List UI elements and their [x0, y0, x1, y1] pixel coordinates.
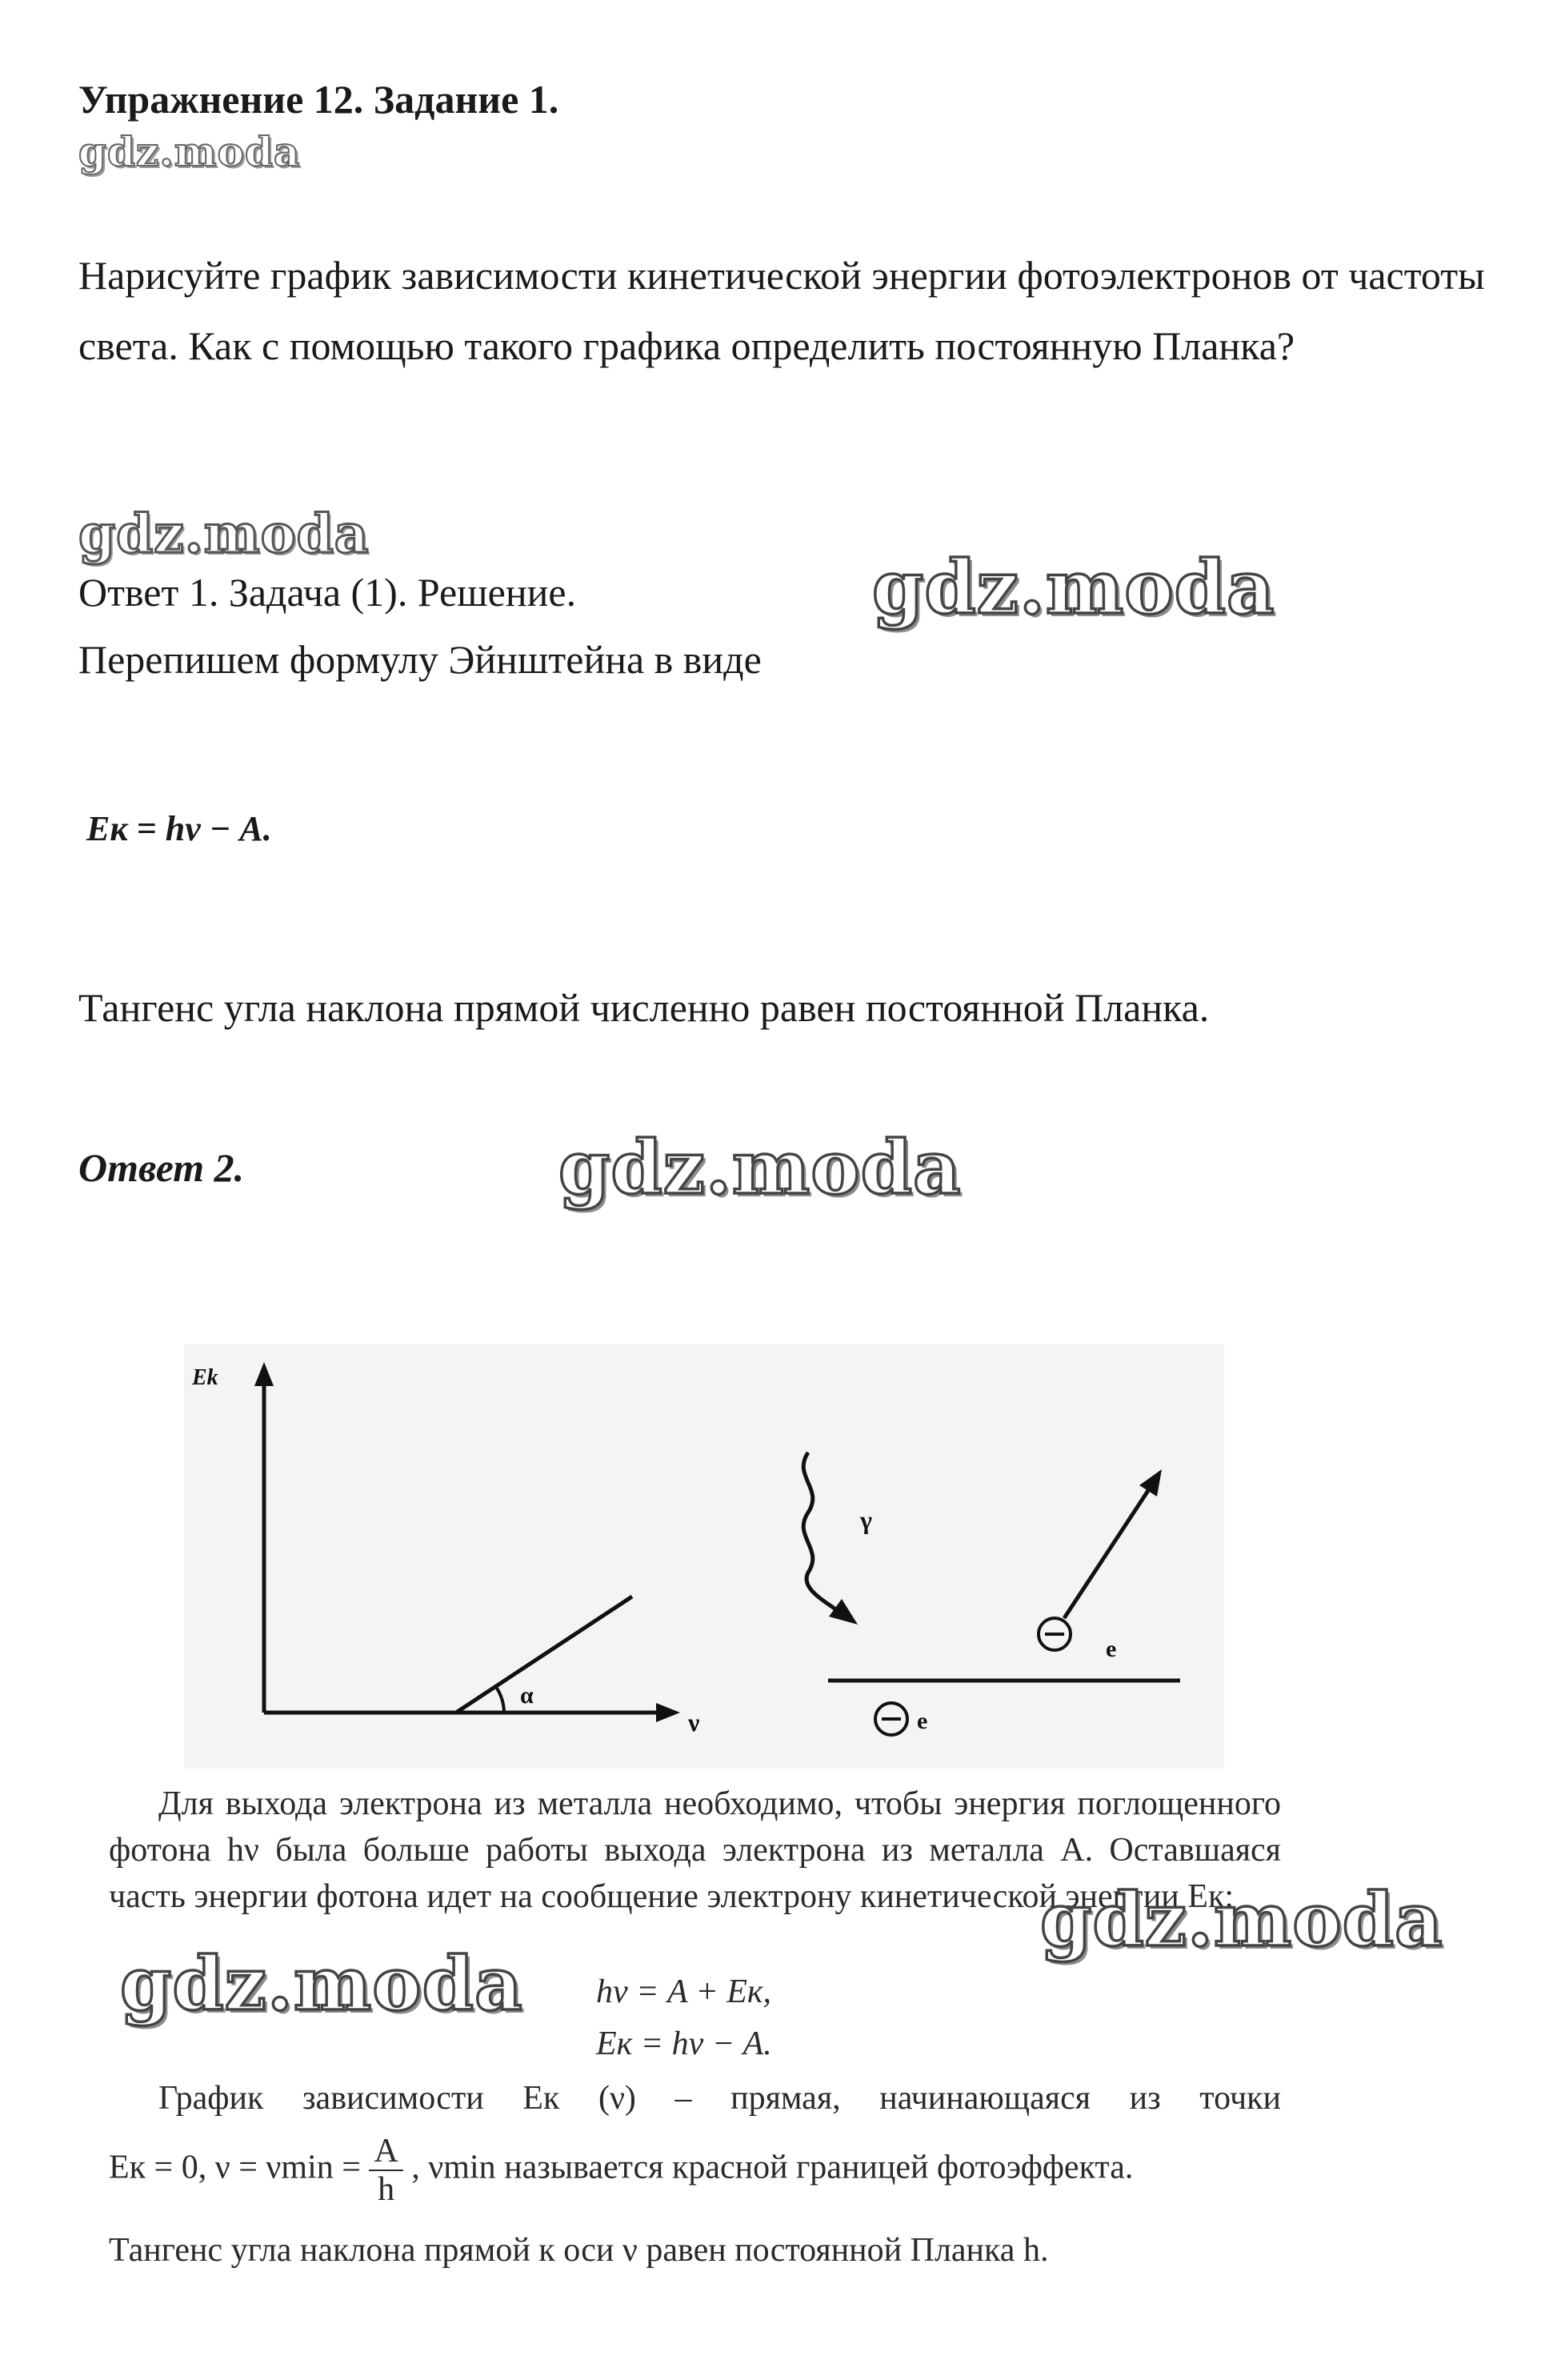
- answer1-conclusion: Тангенс угла наклона прямой численно равен постоянной Планка.: [78, 985, 1210, 1030]
- fraction-denominator: h: [378, 2171, 395, 2208]
- watermark: gdz.moda: [78, 128, 301, 175]
- red-limit-start: Eк = 0, ν = νmin =: [109, 2149, 361, 2186]
- einstein-formula: Eк = hν − A.: [86, 809, 272, 848]
- photoeffect-diagram: [184, 1344, 1224, 1769]
- question-text: Нарисуйте график зависимости кинетической энергии фотоэлектронов от частоты света. Как с помощью такого графика определить постоянную Планка?: [78, 253, 1485, 368]
- angle-label: α: [520, 1682, 534, 1709]
- bound-electron-label: e: [917, 1708, 928, 1734]
- watermark: gdz.moda: [558, 1124, 962, 1211]
- y-axis-label: Ek: [192, 1365, 218, 1390]
- formula-kinetic-energy: Eк = hν − A.: [596, 2025, 772, 2062]
- x-axis-label: ν: [688, 1708, 700, 1737]
- fraction-numerator: A: [369, 2133, 402, 2171]
- watermark: gdz.moda: [872, 544, 1275, 631]
- red-limit-end: , νmin называется красной границей фотоэффекта.: [411, 2149, 1134, 2186]
- free-electron-label: e: [1106, 1636, 1117, 1662]
- answer2-paragraph-2: График зависимости Eк (ν) – прямая, начинающаяся из точки: [158, 2080, 1281, 2117]
- watermark: gdz.moda: [78, 503, 370, 565]
- answer2-paragraph-3: [109, 2133, 1281, 2208]
- formula-energy-balance: hν = A + Eк,: [596, 1973, 772, 2010]
- diagram-background: [184, 1344, 1224, 1769]
- work-function-fraction: [369, 2133, 402, 2208]
- watermark: gdz.moda: [1040, 1877, 1443, 1963]
- answer1-heading: Ответ 1. Задача (1). Решение.: [78, 570, 577, 615]
- page-title: Упражнение 12. Задание 1.: [78, 77, 559, 122]
- answer2-heading: Ответ 2.: [78, 1145, 245, 1190]
- answer2-paragraph-4: Тангенс угла наклона прямой к оси ν равен постоянной Планка h.: [109, 2232, 1049, 2269]
- watermark: gdz.moda: [120, 1941, 523, 2027]
- answer2-paragraph-1: Для выхода электрона из металла необходимо, чтобы энергия поглощенного фотона hν была больше работы выхода электрона из металла A. Оставшаяся часть энергии фотона идет на сообщение электрону кинетической энергии Eк:: [109, 1785, 1281, 1915]
- photon-label: γ: [860, 1505, 872, 1534]
- answer1-intro: Перепишем формулу Эйнштейна в виде: [78, 637, 762, 682]
